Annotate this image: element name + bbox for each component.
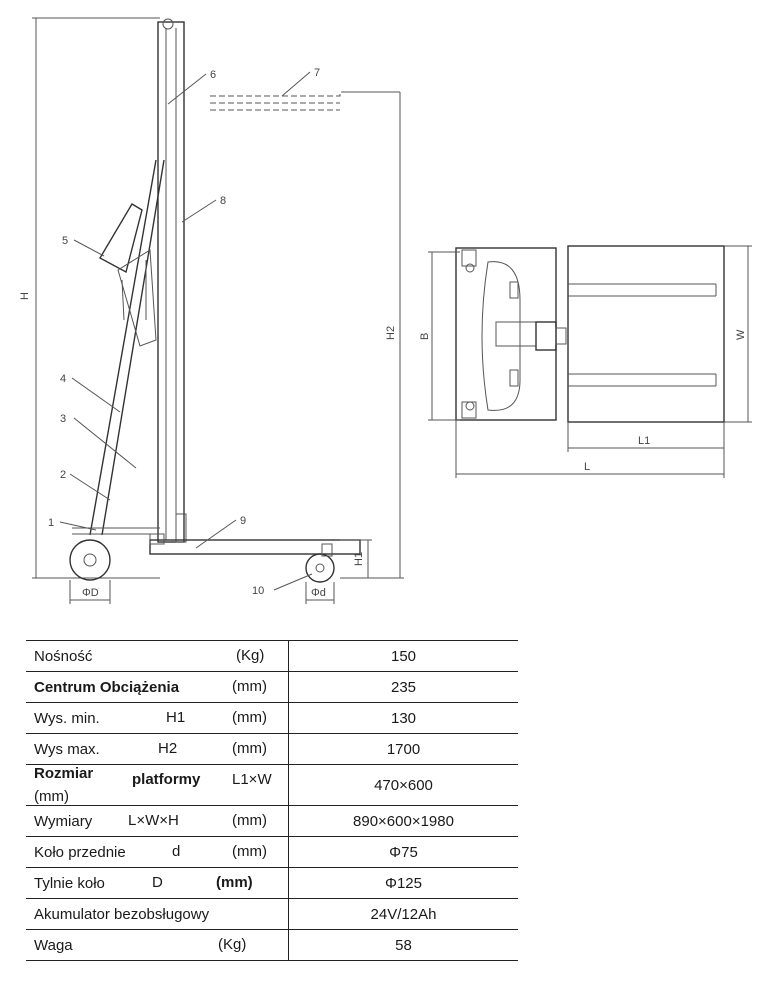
param-unit: (mm) [232, 843, 267, 860]
table-row [26, 734, 518, 765]
dim-label-h2: H2 [385, 325, 397, 340]
table-row [26, 930, 518, 961]
dim-label-l: L [584, 461, 591, 473]
part-number-6: 6 [210, 69, 217, 81]
param-value: Φ75 [289, 837, 519, 868]
top-view [419, 246, 752, 478]
param-value: Φ125 [289, 868, 519, 899]
param-name: Waga [34, 936, 73, 954]
param-value: 130 [289, 703, 519, 734]
dim-label-w: W [735, 329, 747, 340]
dim-label-d-large: ΦD [82, 587, 99, 599]
mast [158, 19, 186, 542]
param-value: 24V/12Ah [289, 899, 519, 930]
param-name: Wys. min. [34, 709, 100, 727]
param-symbol: H1 [166, 709, 186, 726]
param-name: Rozmiar [34, 765, 94, 782]
param-unit: (mm) [216, 874, 253, 891]
param-symbol: H2 [158, 740, 178, 757]
param-symbol: D [152, 874, 163, 891]
param-name: Wys max. [34, 740, 100, 758]
chassis-base [72, 528, 360, 554]
param-name: Akumulator bezobsługowy [34, 905, 210, 923]
param-value: 235 [289, 672, 519, 703]
part-number-1: 1 [48, 517, 55, 529]
part-number-7: 7 [314, 67, 321, 79]
table-row [26, 837, 518, 868]
param-symbol: d [172, 843, 181, 860]
param-unit: (Kg) [218, 936, 247, 953]
param-value: 58 [289, 930, 519, 961]
table-row [26, 868, 518, 899]
dim-label-l1: L1 [638, 435, 651, 447]
part-number-8: 8 [220, 195, 227, 207]
param-name: Koło przednie [34, 843, 126, 861]
param-unit: (mm) [232, 678, 267, 695]
param-value: 890×600×1980 [289, 806, 519, 837]
part-number-5: 5 [62, 235, 69, 247]
param-name: Wymiary [34, 812, 93, 830]
rear-wheel [70, 540, 110, 604]
param-name: Nośność [34, 647, 93, 665]
param-name: Centrum Obciążenia [34, 678, 180, 696]
dimension-h2 [340, 92, 404, 578]
platform-raised [210, 92, 400, 110]
param-name: Tylnie koło [34, 874, 105, 892]
part-number-4: 4 [60, 373, 67, 385]
part-number-10: 10 [252, 585, 265, 597]
param-unit: (mm) [232, 740, 267, 757]
table-row [26, 806, 518, 837]
param-value: 1700 [289, 734, 519, 765]
param-unit: (mm) [34, 788, 69, 805]
front-wheel [306, 544, 334, 604]
param-name-2: platformy [132, 771, 201, 788]
table-row [26, 672, 518, 703]
specification-table [26, 640, 518, 961]
param-value: 470×600 [289, 765, 519, 806]
dim-label-h: H [19, 292, 31, 300]
part-number-3: 3 [60, 413, 67, 425]
dim-label-h1: H1 [353, 551, 365, 566]
table-row [26, 641, 518, 672]
param-unit: (Kg) [236, 647, 265, 664]
part-number-2: 2 [60, 469, 67, 481]
param-unit: (mm) [232, 709, 267, 726]
dim-label-b: B [419, 332, 431, 340]
param-value: 150 [289, 641, 519, 672]
dimension-h [19, 18, 160, 578]
param-symbol: L1×W [232, 771, 272, 788]
dimension-h1 [340, 540, 372, 578]
param-unit: (mm) [232, 812, 267, 829]
table-row [26, 899, 518, 930]
handle-assembly [90, 160, 164, 535]
table-row [26, 765, 518, 806]
dim-label-d-small: Φd [311, 587, 326, 599]
table-row [26, 703, 518, 734]
param-symbol: L×W×H [128, 812, 179, 829]
part-number-9: 9 [240, 515, 247, 527]
